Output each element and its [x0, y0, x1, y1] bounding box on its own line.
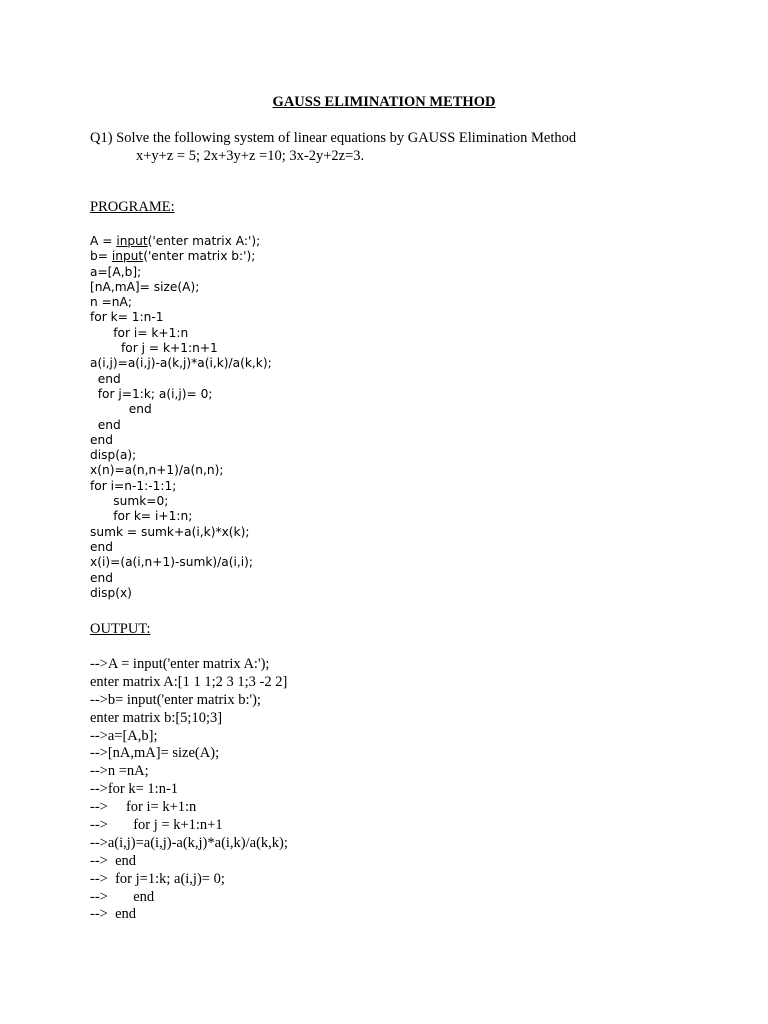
- code-line: end: [90, 371, 121, 386]
- code-post: ('enter matrix b:');: [143, 249, 256, 264]
- code-fn: input: [116, 234, 148, 248]
- code-line: disp(a);: [90, 448, 137, 463]
- code-line: a=[A,b];: [90, 264, 142, 279]
- code-line: for i=n-1:-1:1;: [90, 478, 177, 493]
- output-line: -->a(i,j)=a(i,j)-a(k,j)*a(i,k)/a(k,k);: [90, 834, 288, 851]
- output-line: --> end: [90, 906, 137, 923]
- code-line: [90, 234, 272, 249]
- output-line: -->A = input('enter matrix A:');: [90, 656, 270, 672]
- output-line: --> for j = k+1:n+1: [90, 817, 223, 834]
- output-line: -->b= input('enter matrix b:');: [90, 691, 261, 708]
- question-text: Q1) Solve the following system of linear equations by GAUSS Elimination Method: [90, 130, 577, 146]
- output-line: -->n =nA;: [90, 763, 149, 780]
- code-line: a(i,j)=a(i,j)-a(k,j)*a(i,k)/a(k,k);: [90, 356, 272, 371]
- output-line: --> for j=1:k; a(i,j)= 0;: [90, 870, 225, 887]
- code-line: disp(x): [90, 585, 132, 600]
- code-line: x(n)=a(n,n+1)/a(n,n);: [90, 463, 224, 478]
- code-fn: input: [111, 249, 144, 264]
- code-pre: b=: [90, 249, 112, 264]
- code-line: for j = k+1:n+1: [90, 341, 218, 356]
- code-line: sumk = sumk+a(i,k)*x(k);: [90, 524, 250, 539]
- output-console: [90, 656, 288, 924]
- code-line: for k= i+1:n;: [90, 509, 193, 524]
- output-heading: OUTPUT:: [90, 621, 151, 637]
- code-line: end: [90, 570, 113, 585]
- code-line: end: [90, 539, 113, 554]
- code-line: sumk=0;: [90, 494, 169, 509]
- page-title: GAUSS ELIMINATION METHOD: [272, 94, 496, 110]
- code-line: [90, 249, 272, 264]
- code-line: for j=1:k; a(i,j)= 0;: [90, 386, 213, 401]
- code-line: n =nA;: [90, 295, 132, 310]
- program-heading: PROGRAME:: [90, 199, 175, 215]
- code-line: for i= k+1:n: [90, 325, 189, 340]
- output-line: enter matrix b:[5;10;3]: [90, 709, 223, 726]
- output-line: --> end: [90, 852, 137, 869]
- code-pre: A =: [90, 234, 117, 248]
- code-line: x(i)=(a(i,n+1)-sumk)/a(i,i);: [90, 555, 253, 570]
- output-line: enter matrix A:[1 1 1;2 3 1;3 -2 2]: [90, 673, 288, 690]
- output-line: -->[nA,mA]= size(A);: [90, 745, 220, 762]
- output-line: -->a=[A,b];: [90, 727, 158, 744]
- code-line: end: [90, 402, 152, 417]
- code-line: [nA,mA]= size(A);: [90, 279, 200, 294]
- code-line: end: [90, 432, 113, 447]
- equations-text: x+y+z = 5; 2x+3y+z =10; 3x-2y+2z=3.: [136, 148, 365, 164]
- output-line: --> for i= k+1:n: [90, 799, 197, 816]
- output-line: -->for k= 1:n-1: [90, 781, 179, 798]
- output-line: --> end: [90, 888, 155, 905]
- code-line: for k= 1:n-1: [90, 310, 164, 325]
- code-post: ('enter matrix A:');: [147, 234, 261, 248]
- code-line: end: [90, 417, 121, 432]
- program-code: [90, 234, 272, 601]
